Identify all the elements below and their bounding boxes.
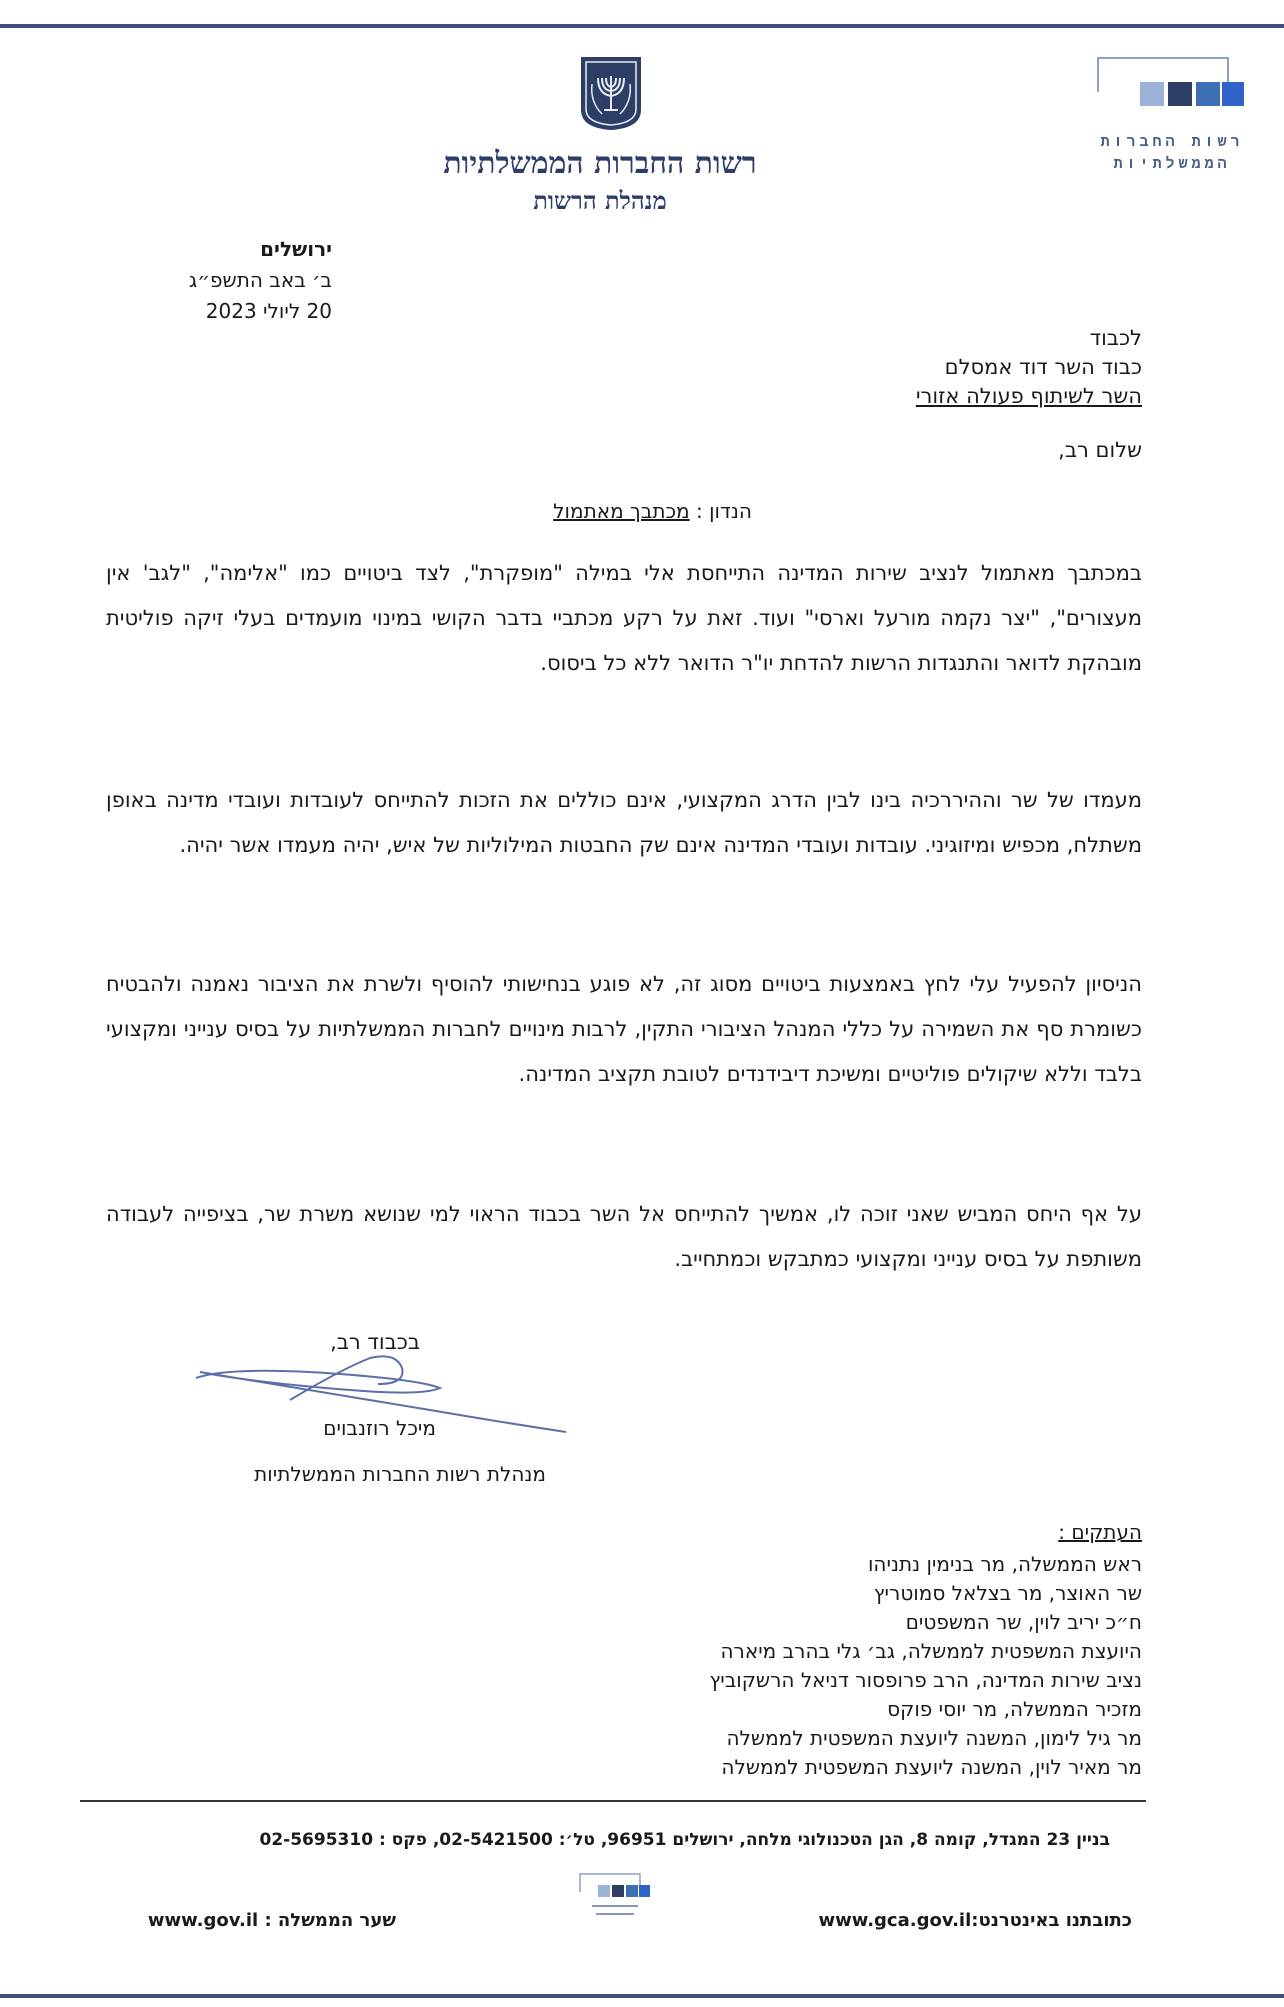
copies-heading (800, 1520, 1142, 1544)
gregorian-date: 20 ליולי 2023 (205, 299, 332, 323)
gca-logo (1096, 56, 1248, 176)
copy-recipient: נציב שירות המדינה, הרב פרופסור דניאל הרשקוביץ (709, 1668, 1142, 1692)
organization-name: רשות החברות הממשלתיות (443, 146, 757, 181)
copies-list (560, 1550, 1142, 1782)
handwritten-signature (190, 1350, 570, 1460)
copy-recipient: היועצת המשפטית לממשלה, גב׳ גלי בהרב מיארה (720, 1639, 1142, 1663)
footer-website-label: כתובתנו באינטרנט: (971, 1910, 1132, 1931)
closing-text: בכבוד רב, (330, 1330, 420, 1354)
subject-line (300, 499, 752, 523)
organization-subtitle: מנהלת הרשות (533, 186, 667, 215)
body-paragraph-3: הניסיון להפעיל עלי לחץ באמצעות ביטויים מסוג זה, לא פוגע בנחישותי להוסיף ולשרת את הציבור נאמנה ולהבטיח כשומרת סף את השמירה על כללי המנהל הציבורי התקין, לרבות מינויים לחברות הממשלתיות על בסיס ענייני ומקצועי בלבד וללא שיקולים פוליטיים ומשיכת דיבידנדים לטובת תקציב המדינה. (106, 972, 1142, 1086)
copy-recipient: מר גיל לימון, המשנה ליועצת המשפטית לממשלה (726, 1726, 1142, 1750)
subject-label: הנדון : (696, 499, 752, 523)
footer-gov-label: שער הממשלה : (264, 1910, 396, 1931)
body-paragraph-1: במכתבך מאתמול לנציב שירות המדינה התייחסת אלי במילה "מופקרת", לצד ביטויים כמו "אלימה", "לגב' אין מעצורים", "יצר נקמה מורעל וארסי" ועוד. זאת על רקע מכתביי בדבר הקושי במינוי מועמדים בעלי זיקה פוליטית מובהקת לדואר והתנגדות הרשות להדחת יו"ר הדואר ללא כל ביסוס. (106, 561, 1142, 675)
top-border-rule (0, 24, 1284, 28)
copy-recipient: מר מאיר לוין, המשנה ליועצת המשפטית לממשלה (721, 1755, 1142, 1779)
bottom-border-rule (0, 1994, 1284, 1998)
footer-website-link[interactable]: www.gca.gov.il (818, 1910, 972, 1931)
copy-recipient: שר האוצר, מר בצלאל סמוטריץ (873, 1581, 1142, 1605)
subject-text: מכתבך מאתמול (553, 499, 690, 523)
gca-logo-text-line2: הממשלתיות (1113, 154, 1231, 172)
footer-logo-icon (578, 1872, 652, 1926)
gca-logo-mark-icon (1096, 56, 1248, 128)
copy-recipient: ח״כ יריב לוין, שר המשפטים (905, 1610, 1142, 1634)
signer-title: מנהלת רשות החברות הממשלתיות (254, 1462, 546, 1486)
gca-logo-text-line1: רשות החברות (1100, 132, 1244, 150)
recipient-block (700, 324, 1142, 411)
state-emblem-icon (578, 54, 644, 132)
greeting: שלום רב, (1058, 438, 1142, 462)
hebrew-date: ב׳ באב התשפ״ג (188, 268, 332, 292)
footer-rule (80, 1800, 1146, 1802)
body-paragraph-4: על אף היחס המביש שאני זוכה לו, אמשיך להתייחס אל השר בכבוד הראוי למי שנושא משרת שר, בציפייה לעבודה משותפת על בסיס ענייני ומקצועי כמתבקש וכמתחייב. (106, 1202, 1142, 1271)
copy-recipient: מזכיר הממשלה, מר יוסי פוקס (887, 1697, 1142, 1721)
date-city: ירושלים (260, 237, 332, 261)
signer-name: מיכל רוזנבוים (323, 1416, 436, 1440)
recipient-line-3: השר לשיתוף פעולה אזורי (915, 384, 1142, 408)
footer-gov-link[interactable]: www.gov.il (147, 1910, 259, 1931)
copy-recipient: ראש הממשלה, מר בנימין נתניהו (867, 1552, 1142, 1576)
footer-address: בניין 23 המגדל, קומה 8, הגן הטכנולוגי מלחה, ירושלים 96951, טל׳: 02-5421500, פקס : 02-5695310 (259, 1830, 1110, 1850)
body-paragraph-2: מעמדו של שר וההיררכיה בינו לבין הדרג המקצועי, אינם כוללים את הזכות להתייחס לעובדות ועובדי מדינה באופן משתלח, מכפיש ומיזוגיני. עובדות ועובדי המדינה אינם שק החבטות המילוליות של איש, יהיה מעמדו אשר יהיה. (106, 788, 1142, 857)
copies-heading-text: העתקים : (1058, 1520, 1142, 1544)
recipient-line-1: לכבוד (1089, 326, 1142, 350)
footer-website (740, 1910, 1132, 1931)
date-block (100, 234, 332, 327)
footer-gov-portal (96, 1910, 396, 1931)
recipient-line-2: כבוד השר דוד אמסלם (944, 355, 1142, 379)
